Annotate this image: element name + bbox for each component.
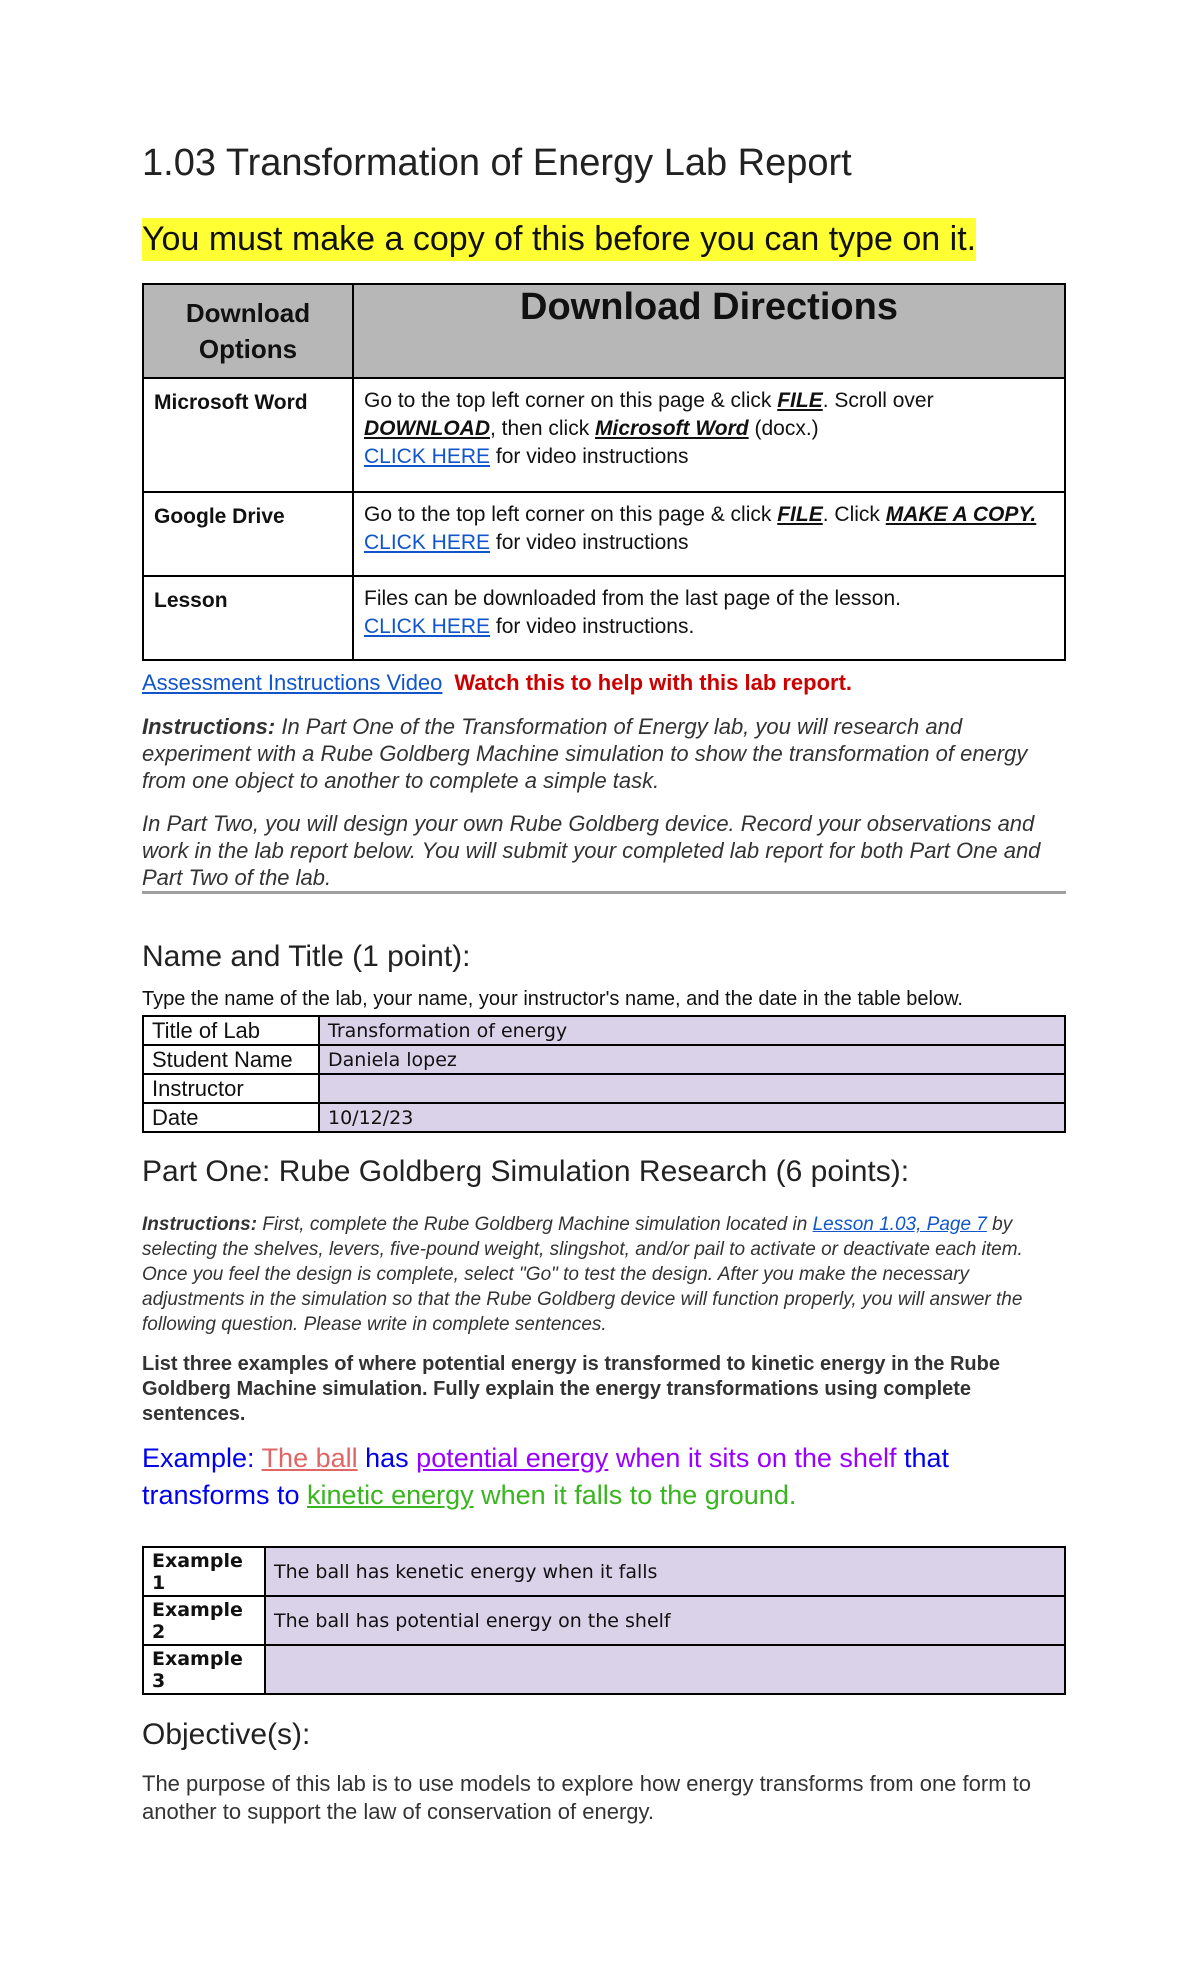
video-instructions-link[interactable]: CLICK HERE [364,531,491,554]
copy-warning-banner: You must make a copy of this before you can type on it. [142,218,976,261]
assessment-line [142,670,852,696]
objective-heading: Objective(s): [142,1718,311,1751]
instructions-paragraph-1: Instructions: In Part One of the Transformation of Energy lab, you will research and experiment with a Rube Goldberg Machine simulation to show the transformation of energy from one object to another to complete a simple task. [142,714,1028,793]
download-options-header: Download Options [143,284,353,378]
table-row [143,1016,1065,1045]
date-label: Date [143,1103,319,1132]
lesson-directions: Files can be downloaded from the last page of the lesson. CLICK HERE for video instructions. [353,576,1065,660]
table-row [143,576,1065,660]
microsoft-word-directions: Go to the top left corner on this page & click FILE. Scroll over DOWNLOAD, then click Microsoft Word (docx.) CLICK HERE for video instructions [353,378,1065,492]
title-of-lab-label: Title of Lab [143,1016,319,1045]
download-directions-header: Download Directions [353,284,1065,378]
table-row [143,492,1065,576]
file-menu-ref: FILE [777,389,823,412]
name-title-table [142,1015,1066,1133]
student-name-label: Student Name [143,1045,319,1074]
document-title: 1.03 Transformation of Energy Lab Report [142,142,852,184]
part-one-question: List three examples of where potential energy is transformed to kinetic energy in the Rube Goldberg Machine simulation. Fully explain the energy transformations using complete sentences. [142,1353,1000,1425]
table-row [143,1645,1065,1694]
objective-text: The purpose of this lab is to use models to explore how energy transforms from one form to another to support the law of conservation of energy. [142,1771,1031,1824]
part-one-heading: Part One: Rube Goldberg Simulation Research (6 points): [142,1155,910,1188]
title-of-lab-input[interactable]: Transformation of energy [319,1016,1065,1045]
instructor-input[interactable] [319,1074,1065,1103]
table-row [143,1074,1065,1103]
table-row [143,1103,1065,1132]
video-instructions-link[interactable]: CLICK HERE [364,615,491,638]
name-title-heading: Name and Title (1 point): [142,940,471,973]
file-menu-ref: FILE [777,503,823,526]
example-2-input[interactable]: The ball has potential energy on the shelf [265,1596,1065,1645]
example-1-label: Example 1 [143,1547,265,1596]
assessment-video-link[interactable]: Assessment Instructions Video [142,670,443,695]
row-label-google-drive: Google Drive [143,492,353,576]
download-options-table [142,283,1066,661]
instructions-paragraph-2: In Part Two, you will design your own Rube Goldberg device. Record your observations and work in the lab report below. You will submit your completed lab report for both Part One and Part Two of the lab. [142,811,1041,890]
row-label-lesson: Lesson [143,576,353,660]
video-instructions-link[interactable]: CLICK HERE [364,445,491,468]
name-title-description: Type the name of the lab, your name, your instructor's name, and the date in the table below. [142,988,963,1010]
instructor-label: Instructor [143,1074,319,1103]
table-row [143,1547,1065,1596]
example-1-input[interactable]: The ball has kenetic energy when it falls [265,1547,1065,1596]
example-sentence: Example: The ball has potential energy when it sits on the shelf that transforms to kinetic energy when it falls to the ground. [142,1443,950,1510]
table-row [143,1045,1065,1074]
example-2-label: Example 2 [143,1596,265,1645]
lesson-page-link[interactable]: Lesson 1.03, Page 7 [812,1214,987,1235]
download-menu-ref: DOWNLOAD [364,417,490,440]
microsoft-word-ref: Microsoft Word [595,417,749,440]
row-label-microsoft-word: Microsoft Word [143,378,353,492]
student-name-input[interactable]: Daniela lopez [319,1045,1065,1074]
example-3-label: Example 3 [143,1645,265,1694]
divider [142,891,1066,894]
google-drive-directions: Go to the top left corner on this page & click FILE. Click MAKE A COPY. CLICK HERE for video instructions [353,492,1065,576]
date-input[interactable]: 10/12/23 [319,1103,1065,1132]
table-row [143,1596,1065,1645]
assessment-note: Watch this to help with this lab report. [454,670,853,695]
example-3-input[interactable] [265,1645,1065,1694]
examples-table [142,1546,1066,1695]
make-a-copy-ref: MAKE A COPY. [885,503,1037,526]
table-row [143,378,1065,492]
part-one-instructions: Instructions: First, complete the Rube Goldberg Machine simulation located in Lesson 1.03, Page 7 by selecting the shelves, levers, five-pound weight, slingshot, and/or pail to activate or deactivate each item. Once you feel the design is complete, select "Go" to test the design. After you make the necessary adjustments in the simulation so that the Rube Goldberg device will function properly, you will answer the following question. Please write in complete sentences. [142,1214,1023,1335]
